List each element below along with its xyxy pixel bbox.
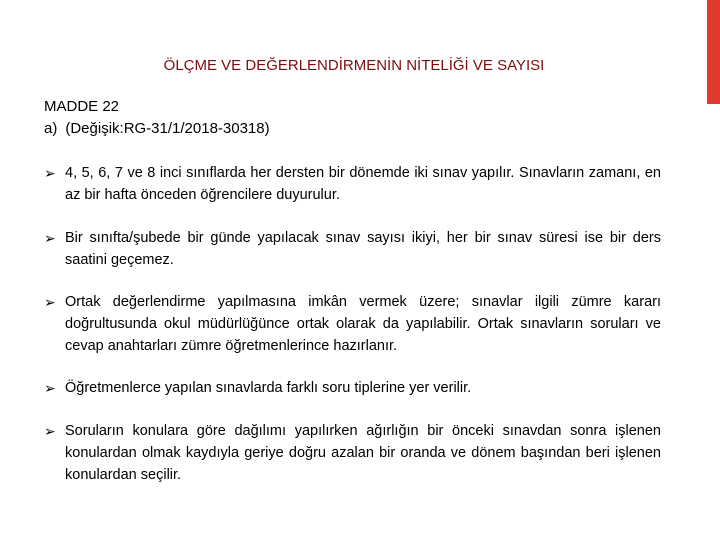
bullet-text: 4, 5, 6, 7 ve 8 inci sınıflarda her dersten bir dönemde iki sınav yapılır. Sınavların zamanı, en az bir hafta önceden öğrencilere duyurulur. [65, 165, 661, 203]
bullet-text: Öğretmenlerce yapılan sınavlarda farklı soru tiplerine yer verilir. [65, 380, 472, 396]
arrow-bullet-icon: ➢ [44, 294, 56, 310]
article-amendment-line [44, 118, 270, 140]
article-heading: MADDE 22 [44, 98, 120, 115]
list-item [44, 377, 661, 399]
arrow-bullet-icon: ➢ [44, 380, 56, 396]
bullet-text: Bir sınıfta/şubede bir günde yapılacak sınav sayısı ikiyi, her bir sınav süresi ise bir ders saatini geçemez. [65, 230, 661, 268]
list-item [44, 291, 661, 357]
list-item [44, 227, 661, 271]
article-header [44, 96, 270, 140]
amendment-reference: (Değişik:RG-31/1/2018-30318) [65, 120, 270, 137]
bullet-text: Ortak değerlendirme yapılmasına imkân vermek üzere; sınavlar ilgili zümre kararı doğrultusunda okul müdürlüğünce ortak olarak da yapılabilir. Ortak sınavların soruları ve cevap anahtarları zümre öğretmenlerince hazırlanır. [65, 294, 661, 354]
arrow-bullet-icon: ➢ [44, 230, 56, 246]
bullet-list [44, 162, 661, 486]
accent-bar [707, 0, 720, 104]
slide-title: ÖLÇME VE DEĞERLENDİRMENİN NİTELİĞİ VE SAYISI [163, 57, 545, 74]
arrow-bullet-icon: ➢ [44, 165, 56, 181]
list-item [44, 420, 661, 486]
arrow-bullet-icon: ➢ [44, 423, 56, 439]
item-label: a) [44, 120, 58, 137]
bullet-text: Soruların konulara göre dağılımı yapılırken ağırlığın bir önceki sınavdan sonra işlenen konulardan olmak kaydıyla geriye doğru azalan bir oranda ve dönem başından beri işlenen konulardan seçilir. [65, 423, 661, 483]
list-item [44, 162, 661, 206]
